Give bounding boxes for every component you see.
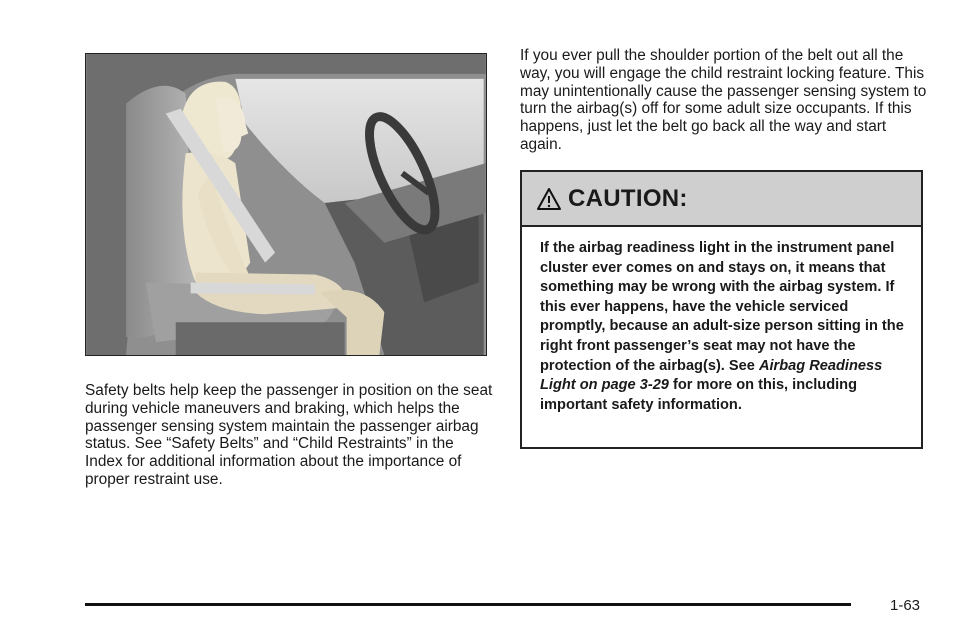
page-number: 1-63 bbox=[890, 597, 921, 614]
caution-text-end: for more on this, including important safety information. bbox=[540, 377, 858, 413]
footer-rule bbox=[85, 603, 851, 606]
caution-box bbox=[520, 170, 923, 449]
caution-text-start: If the airbag readiness light in the instrument panel cluster ever comes on and stays on, it means that something may be wrong with the airbag system. If this ever happens, have the vehicle serviced promptly, because an adult-size person sitting in the right front passenger’s seat may not have the protection of the airbag(s). See bbox=[540, 240, 904, 374]
right-paragraph: If you ever pull the shoulder portion of the belt out all the way, you will engage the child restraint locking feature. This may unintentionally cause the passenger sensing system to turn the airbag(s) off for some adult size occupants. If this happens, just let the belt go back all the way and start again. bbox=[520, 47, 927, 153]
caution-body bbox=[522, 227, 921, 415]
warning-triangle-icon bbox=[536, 187, 562, 211]
passenger-seat-illustration bbox=[85, 53, 487, 356]
caution-header bbox=[522, 172, 921, 227]
left-paragraph: Safety belts help keep the passenger in position on the seat during vehicle maneuvers and braking, which helps the passenger sensing system maintain the passenger airbag status. See “Safety Belts” and “Child Restraints” in the Index for additional information about the importance of proper restraint use. bbox=[85, 382, 493, 488]
caution-title: CAUTION: bbox=[568, 184, 688, 212]
airbag-readiness-reference: Airbag Readiness Light on page 3-29 bbox=[540, 357, 883, 394]
